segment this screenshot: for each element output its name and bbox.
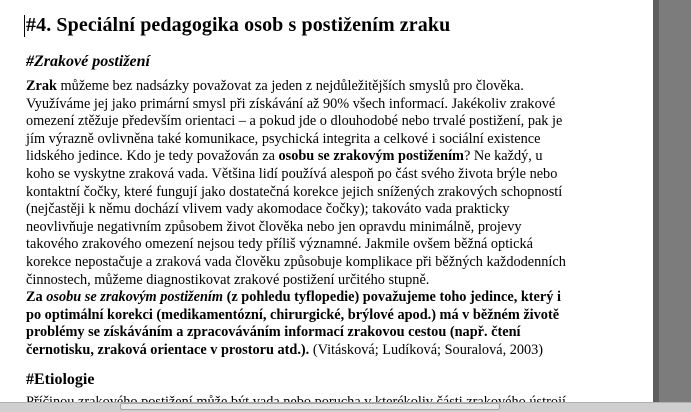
- text-line: koho se vyskytne zraková vada. Většina lidí používá alespoň po část svého života brýle nebo: [26, 165, 558, 182]
- text-line: [26, 148, 646, 166]
- text-line: kontaktní čočky, které fungují jako dostatečná korekce jejich snížených zrakových schopností: [26, 183, 563, 200]
- citation: (Vitásková; Ludíková; Souralová, 2003): [309, 341, 544, 358]
- text-span: můžeme bez nadsázky považovat za jeden z nejdůležitějších smyslů pro člověka.: [56, 78, 524, 94]
- section-heading-visual-impairment: #Zrakové postižení: [26, 53, 150, 70]
- paragraph-definition-tyflopedie: [26, 289, 646, 359]
- text-line: Využíváme jej jako primární smysl při získávání až 90% všech informací. Jakékoliv zrakové: [26, 95, 556, 112]
- text-span: Za: [26, 289, 47, 306]
- text-span: černotisku, zraková orientace v prostoru atd.).: [26, 341, 310, 358]
- bold-term-sight: Zrak: [26, 78, 57, 94]
- text-line: jím výrazně ovlivněna také komunikace, psychická integrita a celkové i sociální existence: [26, 130, 541, 147]
- text-span: (z pohledu tyflopedie) považujeme toho jedince, který i: [223, 289, 561, 306]
- chapter-title: #4. Speciální pedagogika osob s postižením zraku: [26, 14, 451, 36]
- text-line: [26, 289, 646, 307]
- text-line: omezení ztěžuje především orientaci – a pokud jde o dlouhodobé nebo trvalé postižení, pak je: [26, 113, 563, 130]
- text-span: ? Ne každý, u: [463, 148, 543, 165]
- text-line: po optimální korekci (medikamentózní, chirurgické, brýlové apod.) má v běžném životě: [26, 306, 560, 323]
- text-line: činnostech, můžeme diagnostikovat zrakové postižení určitého stupně.: [26, 271, 430, 288]
- paragraph-definition-sight: [26, 78, 646, 289]
- text-line: [26, 342, 646, 360]
- text-cursor: [24, 15, 25, 37]
- text-line: problémy se získáváním a zpracováváním informací zrakovou cestou (např. čtení: [26, 324, 521, 341]
- text-line: korekce nepostačuje a zraková vada člověku způsobuje komplikace při běžných každodenních: [26, 253, 566, 270]
- text-line: [26, 78, 646, 96]
- horizontal-scrollbar-thumb[interactable]: [120, 403, 500, 410]
- text-line: (nejčastěji k němu dochází vlivem vady akomodace čočky); takováto vada prakticky: [26, 201, 510, 218]
- text-line: takového zrakového omezení nejsou tedy příliš významné. Jakmile ovšem běžná optická: [26, 236, 533, 253]
- document-content: [26, 12, 646, 411]
- italic-term-visually-impaired-person: osobu se zrakovým postižením: [46, 289, 224, 306]
- section-heading-etiology: #Etiologie: [26, 370, 95, 388]
- text-span: lidského jedince. Kdo je tedy považován za: [26, 148, 279, 165]
- page-shadow: [653, 0, 659, 402]
- text-line: neovlivňuje negativním způsobem život člověka nebo jen opravdu minimálně, projevy: [26, 218, 522, 235]
- bold-term-visually-impaired-person: osobu se zrakovým postižením: [278, 148, 464, 165]
